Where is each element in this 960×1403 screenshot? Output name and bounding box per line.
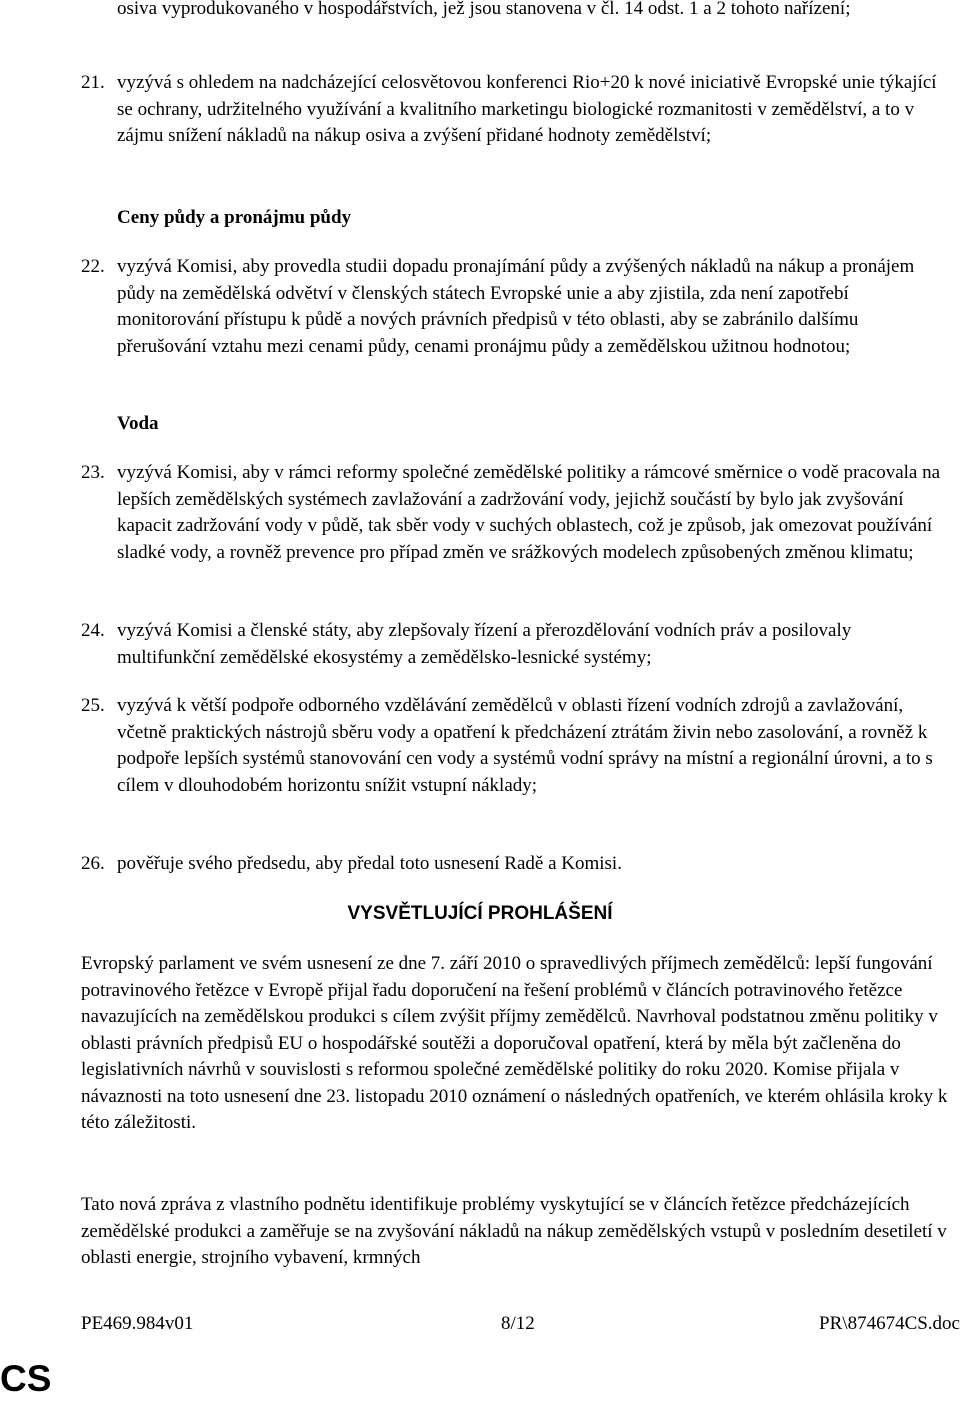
page-number: 8/12 bbox=[501, 1313, 535, 1334]
paragraph-number: 25. bbox=[81, 695, 105, 716]
paragraph-number: 21. bbox=[81, 72, 105, 93]
paragraph-text: vyzývá s ohledem na nadcházející celosvětovou konferenci Rio+20 k nové iniciativě Evropské unie týkající se ochrany, udržitelného využívání a kvalitního marketingu biologické rozmanitosti v zemědělství, a to v zájmu snížení nákladů na nákup osiva a zvýšení přidané hodnoty zemědělství; bbox=[117, 72, 937, 146]
paragraph-21 bbox=[81, 70, 951, 150]
paragraph-25 bbox=[81, 693, 951, 799]
continuation-text: osiva vyprodukovaného v hospodářstvích, jež jsou stanovena v čl. 14 odst. 1 a 2 tohoto nařízení; bbox=[117, 0, 851, 19]
paragraph-text: pověřuje svého předsedu, aby předal toto usnesení Radě a Komisi. bbox=[117, 853, 622, 874]
paragraph-23 bbox=[81, 460, 951, 566]
paragraph-26 bbox=[81, 851, 951, 878]
paragraph-24 bbox=[81, 618, 951, 671]
paragraph-text: vyzývá Komisi, aby provedla studii dopadu pronajímání půdy a zvýšených nákladů na nákup a pronájem půdy na zemědělská odvětví v členských státech Evropské unie a aby zjistila, zda není zapotřebí monitorování přístupu k půdě a nových právních předpisů v této oblasti, aby se zabránilo dalšímu přerušování vztahu mezi cenami půdy, cenami pronájmu půdy a zemědělskou užitnou hodnotou; bbox=[117, 256, 915, 357]
paragraph-number: 26. bbox=[81, 853, 105, 874]
paragraph-number: 23. bbox=[81, 462, 105, 483]
explanatory-heading: VYSVĚTLUJÍCÍ PROHLÁŠENÍ bbox=[347, 903, 613, 924]
subheading-land-prices: Ceny půdy a pronájmu půdy bbox=[117, 207, 352, 228]
continuation-paragraph bbox=[81, 0, 951, 23]
paragraph-text: vyzývá Komisi a členské státy, aby zlepšovaly řízení a přerozdělování vodních práv a posilovaly multifunkční zemědělské ekosystémy a zemědělsko-lesnické systémy; bbox=[117, 620, 852, 668]
subheading-water: Voda bbox=[117, 413, 159, 434]
language-code: CS bbox=[0, 1358, 52, 1399]
paragraph-text: vyzývá k větší podpoře odborného vzdělávání zemědělců v oblasti řízení vodních zdrojů a zavlažování, včetně praktických nástrojů sběru vody a opatření k předcházení ztrátám živin nebo zasolování, a rovněž k podpoře lepších systémů stanovování cen vody a systémů vodní správy na místní a regionální úrovni, a to s cílem v dlouhodobém horizontu snížit vstupní náklady; bbox=[117, 695, 933, 796]
explanatory-paragraph-2: Tato nová zpráva z vlastního podnětu identifikuje problémy vyskytující se v článcích řetězce předcházejících zemědělské produkci a zaměřuje se na zvyšování nákladů na nákup zemědělských vstupů v posledním desetiletí v oblasti energie, strojního vybavení, krmných bbox=[81, 1194, 947, 1268]
paragraph-text: vyzývá Komisi, aby v rámci reformy společné zemědělské politiky a rámcové směrnice o vodě pracovala na lepších zemědělských systémech zavlažování a zadržování vody, jejichž součástí by bylo jak zvyšování kapacit zadržování vody v půdě, tak sběr vody v suchých oblastech, což je způsob, jak omezovat používání sladké vody, a rovněž prevence pro případ změn ve srážkových modelech způsobených změnou klimatu; bbox=[117, 462, 941, 563]
explanatory-paragraph-1: Evropský parlament ve svém usnesení ze dne 7. září 2010 o spravedlivých příjmech zemědělců: lepší fungování potravinového řetězce v Evropě přijal řadu doporučení na řešení problémů v článcích potravinového řetězce navazujících na zemědělskou produkci s cílem zvýšit příjmy zemědělců. Navrhoval podstatnou změnu politiky v oblasti právních předpisů EU o hospodářské soutěži a doporučoval opatření, která by měla být začleněna do legislativních návrhů v souvislosti s reformou společné zemědělské politiky do roku 2020. Komise přijala v návaznosti na toto usnesení dne 23. listopadu 2010 oznámení o následných opatřeních, ve kterém ohlásila kroky k této záležitosti. bbox=[81, 953, 948, 1133]
document-reference: PE469.984v01 bbox=[81, 1313, 194, 1334]
paragraph-22 bbox=[81, 254, 951, 360]
paragraph-number: 22. bbox=[81, 256, 105, 277]
file-name: PR\874674CS.doc bbox=[819, 1313, 960, 1334]
paragraph-number: 24. bbox=[81, 620, 105, 641]
